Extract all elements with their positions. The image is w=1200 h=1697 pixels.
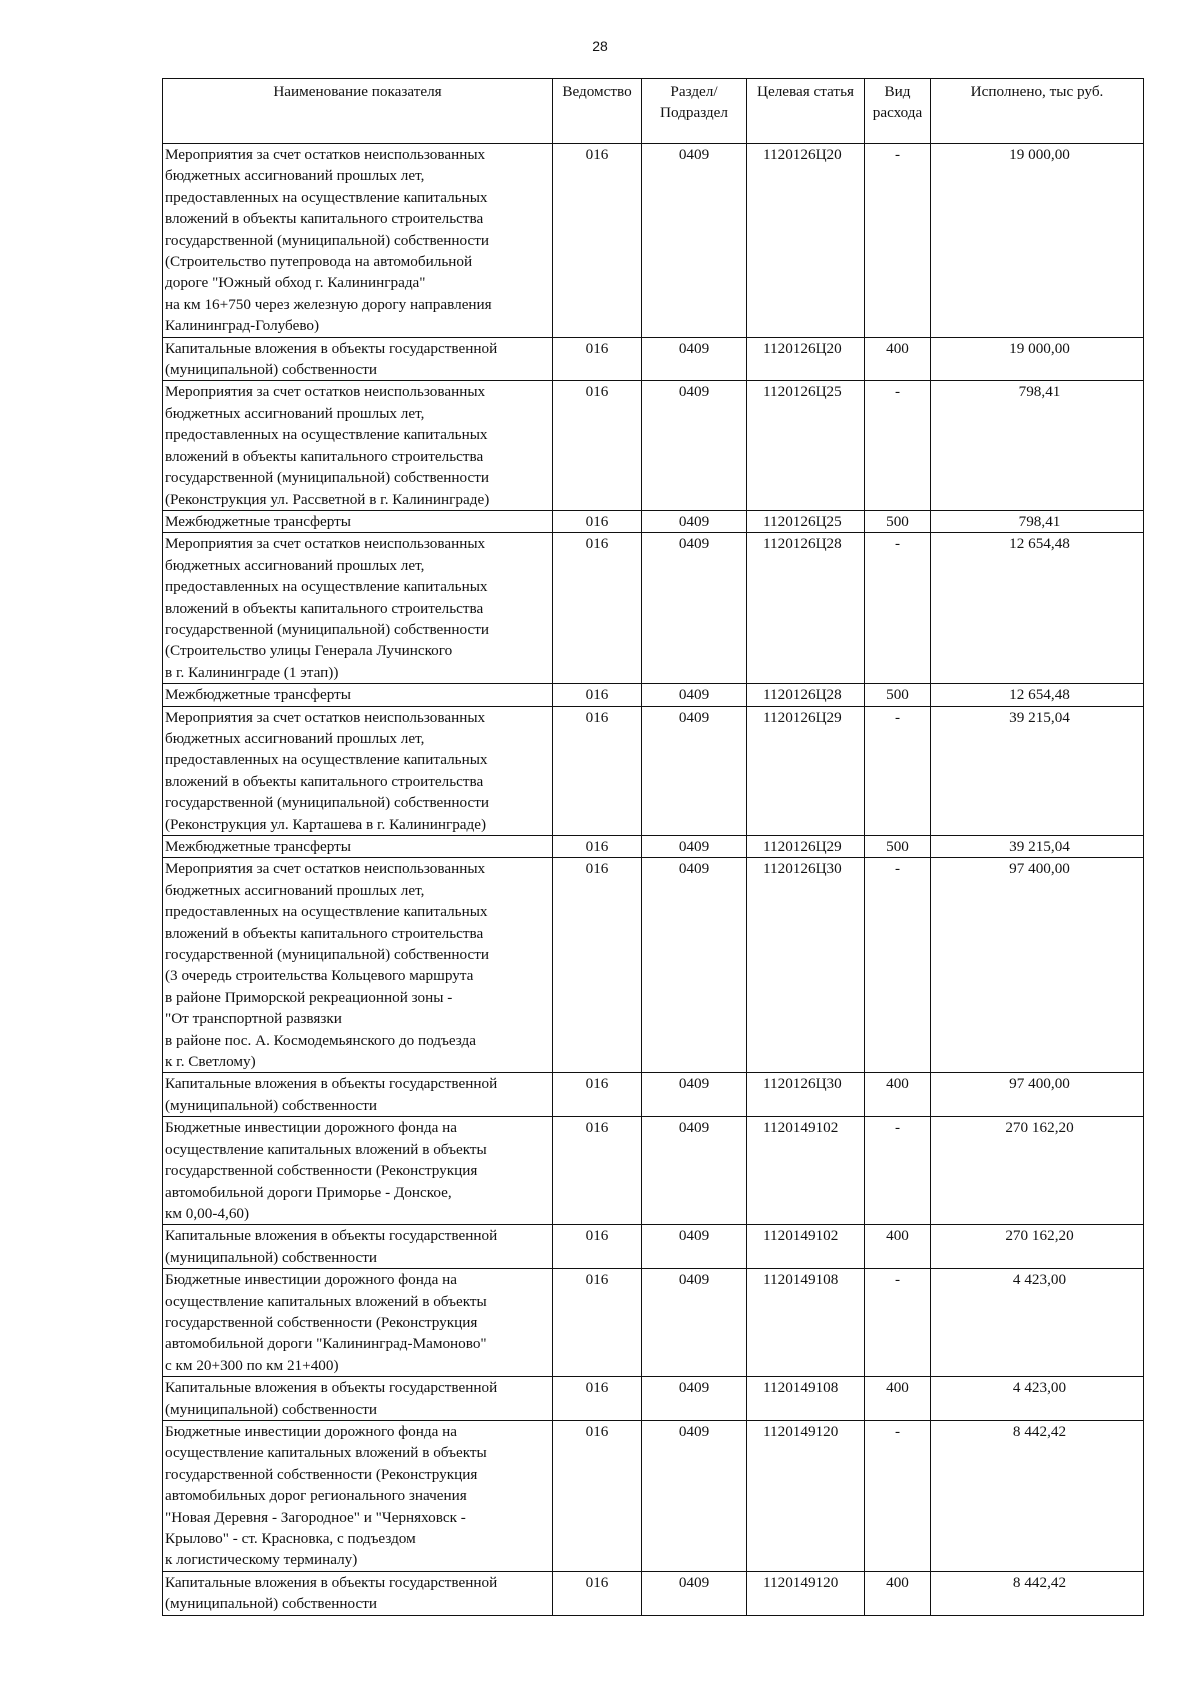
row-section-cell: [642, 706, 747, 835]
row-target-article-cell: [747, 533, 865, 684]
header-name: Наименование показателя: [163, 79, 553, 144]
row-department-text: 016: [585, 708, 609, 726]
row-department-text: 016: [585, 1573, 609, 1591]
row-department-cell: [553, 706, 642, 835]
row-expense-type-text: -: [894, 1422, 901, 1440]
row-target-article-cell: [747, 510, 865, 532]
row-executed-text: 270 162,20: [1005, 1119, 1074, 1137]
row-target-article-text: 1120126Ц29: [763, 708, 842, 726]
row-target-article-text: 1120126Ц25: [763, 383, 842, 401]
row-executed-text: 39 215,04: [1009, 838, 1070, 855]
table-row: [163, 858, 1144, 1073]
row-target-article-cell: [747, 836, 865, 858]
row-executed-text: 97 400,00: [1009, 1075, 1070, 1093]
row-section-cell: [642, 144, 747, 338]
row-department-cell: [553, 144, 642, 338]
row-name-cell: [163, 858, 553, 1073]
row-expense-type-text: -: [894, 383, 901, 401]
row-target-article-text: 1120149108: [763, 1271, 839, 1289]
row-expense-type-cell: [865, 381, 931, 510]
row-target-article-cell: [747, 684, 865, 706]
row-department-cell: [553, 684, 642, 706]
row-department-text: 016: [585, 838, 609, 855]
row-expense-type-text: -: [894, 146, 901, 163]
row-department-cell: [553, 510, 642, 532]
row-name-cell: [163, 1420, 553, 1571]
row-expense-type-text: -: [894, 1119, 901, 1137]
row-name-text: Мероприятия за счет остатков неиспользованных бюджетных ассигнований прошлых лет, предоставленных на осуществление капитальных вложений в объекты капитального строительства государственной (муниципальной) собственности (Реконструкция ул. Рассветной в г. Калининграде): [165, 383, 490, 508]
row-name-text: Капитальные вложения в объекты государственной (муниципальной) собственности: [165, 339, 498, 379]
row-name-cell: [163, 337, 553, 381]
row-expense-type-cell: [865, 684, 931, 706]
row-department-text: 016: [585, 860, 609, 878]
table-row: [163, 1269, 1144, 1377]
row-section-cell: [642, 510, 747, 532]
row-target-article-cell: [747, 1225, 865, 1269]
row-section-cell: [642, 836, 747, 858]
header-executed: Исполнено, тыс руб.: [931, 79, 1144, 144]
row-section-text: 0409: [678, 860, 710, 878]
row-expense-type-text: 400: [886, 1075, 909, 1093]
row-target-article-cell: [747, 858, 865, 1073]
row-executed-cell: [931, 1225, 1144, 1269]
row-expense-type-text: -: [894, 1271, 901, 1289]
row-section-text: 0409: [678, 146, 710, 163]
row-name-text: Мероприятия за счет остатков неиспользованных бюджетных ассигнований прошлых лет, предоставленных на осуществление капитальных вложений в объекты капитального строительства государственной (муниципальной) собственности (3 очередь строительства Кольцевого маршрута в районе Приморской рекреационной зоны - "От транспортной развязки в районе пос. А. Космодемьянского до подъезда к г. Светлому): [165, 860, 490, 1071]
row-name-text: Бюджетные инвестиции дорожного фонда на осуществление капитальных вложений в объекты государственной собственности (Реконструкция автомобильной дороги Приморье - Донское, км 0,00-4,60): [165, 1119, 487, 1222]
row-expense-type-text: 500: [886, 686, 909, 704]
row-section-text: 0409: [678, 1379, 710, 1397]
row-expense-type-cell: [865, 1377, 931, 1421]
row-section-cell: [642, 684, 747, 706]
row-executed-text: 798,41: [1018, 512, 1061, 530]
row-department-text: 016: [585, 1379, 609, 1397]
row-executed-text: 270 162,20: [1005, 1227, 1074, 1245]
row-executed-text: 39 215,04: [1009, 708, 1070, 726]
row-section-cell: [642, 533, 747, 684]
row-target-article-cell: [747, 1117, 865, 1225]
budget-table: [162, 78, 1144, 1616]
row-section-cell: [642, 381, 747, 510]
row-executed-cell: [931, 1073, 1144, 1117]
row-target-article-text: 1120149120: [763, 1422, 839, 1440]
row-executed-cell: [931, 836, 1144, 858]
table-row: [163, 1225, 1144, 1269]
row-section-text: 0409: [678, 1422, 710, 1440]
row-name-text: Капитальные вложения в объекты государственной (муниципальной) собственности: [165, 1573, 498, 1613]
row-name-text: Бюджетные инвестиции дорожного фонда на осуществление капитальных вложений в объекты государственной собственности (Реконструкция автомобильной дороги "Калининград-Мамоново" с км 20+300 по км 21+400): [165, 1271, 487, 1374]
row-expense-type-cell: [865, 1117, 931, 1225]
table-row: [163, 1117, 1144, 1225]
row-executed-text: 798,41: [1018, 383, 1061, 401]
row-department-cell: [553, 337, 642, 381]
row-section-text: 0409: [678, 535, 710, 553]
row-expense-type-text: -: [894, 708, 901, 726]
row-executed-cell: [931, 510, 1144, 532]
table-row: [163, 1571, 1144, 1615]
row-name-cell: [163, 684, 553, 706]
row-expense-type-text: -: [894, 535, 901, 553]
row-executed-cell: [931, 533, 1144, 684]
row-name-text: Межбюджетные трансферты: [165, 838, 351, 855]
row-target-article-text: 1120126Ц28: [763, 535, 842, 553]
row-expense-type-cell: [865, 533, 931, 684]
row-target-article-text: 1120126Ц29: [763, 838, 842, 855]
row-section-cell: [642, 1073, 747, 1117]
row-expense-type-cell: [865, 337, 931, 381]
row-department-cell: [553, 1073, 642, 1117]
row-target-article-text: 1120149102: [763, 1119, 839, 1137]
row-section-text: 0409: [678, 1119, 710, 1137]
row-section-cell: [642, 1377, 747, 1421]
row-expense-type-cell: [865, 706, 931, 835]
row-name-cell: [163, 510, 553, 532]
row-section-text: 0409: [678, 838, 710, 855]
row-name-cell: [163, 1377, 553, 1421]
row-expense-type-cell: [865, 858, 931, 1073]
table-row: [163, 706, 1144, 835]
table-row: [163, 1377, 1144, 1421]
row-expense-type-text: 400: [886, 1227, 909, 1245]
row-section-text: 0409: [678, 383, 710, 401]
row-executed-text: 19 000,00: [1009, 146, 1070, 163]
row-executed-cell: [931, 1377, 1144, 1421]
row-expense-type-cell: [865, 1571, 931, 1615]
row-name-text: Мероприятия за счет остатков неиспользованных бюджетных ассигнований прошлых лет, предоставленных на осуществление капитальных вложений в объекты капитального строительства государственной (муниципальной) собственности (Реконструкция ул. Карташева в г. Калининграде): [165, 708, 490, 833]
row-executed-cell: [931, 337, 1144, 381]
row-executed-text: 8 442,42: [1012, 1422, 1067, 1440]
row-section-cell: [642, 858, 747, 1073]
row-section-cell: [642, 1420, 747, 1571]
row-name-cell: [163, 706, 553, 835]
row-name-text: Капитальные вложения в объекты государственной (муниципальной) собственности: [165, 1227, 498, 1266]
row-department-text: 016: [585, 1075, 609, 1093]
table-row: [163, 144, 1144, 338]
row-executed-text: 12 654,48: [1009, 535, 1070, 553]
row-executed-text: 8 442,42: [1012, 1573, 1067, 1591]
header-section: Раздел/ Подраздел: [642, 79, 747, 144]
table-row: [163, 533, 1144, 684]
row-expense-type-cell: [865, 836, 931, 858]
row-executed-text: 4 423,00: [1012, 1271, 1067, 1289]
row-name-text: Мероприятия за счет остатков неиспользованных бюджетных ассигнований прошлых лет, предоставленных на осуществление капитальных вложений в объекты капитального строительства государственной (муниципальной) собственности (Строительство улицы Генерала Лучинского в г. Калининграде (1 этап)): [165, 535, 490, 681]
row-target-article-text: 1120149102: [763, 1227, 839, 1245]
row-name-text: Капитальные вложения в объекты государственной (муниципальной) собственности: [165, 1379, 498, 1418]
row-executed-cell: [931, 381, 1144, 510]
row-target-article-text: 1120126Ц20: [763, 146, 842, 163]
header-department: Ведомство: [553, 79, 642, 144]
row-executed-cell: [931, 1269, 1144, 1377]
table-header-row: [163, 79, 1144, 144]
row-target-article-cell: [747, 1377, 865, 1421]
row-expense-type-cell: [865, 1420, 931, 1571]
row-name-cell: [163, 1571, 553, 1615]
row-section-cell: [642, 1117, 747, 1225]
row-section-text: 0409: [678, 686, 710, 704]
row-department-text: 016: [585, 1422, 609, 1440]
row-name-text: Капитальные вложения в объекты государственной (муниципальной) собственности: [165, 1075, 498, 1114]
row-name-cell: [163, 836, 553, 858]
row-executed-cell: [931, 684, 1144, 706]
row-target-article-cell: [747, 381, 865, 510]
row-name-cell: [163, 1225, 553, 1269]
row-name-text: Бюджетные инвестиции дорожного фонда на осуществление капитальных вложений в объекты государственной собственности (Реконструкция автомобильных дорог регионального значения "Новая Деревня - Загородное" и "Черняховск - Крылово" - ст. Красновка, с подъездом к логистическому терминалу): [165, 1422, 487, 1569]
row-name-cell: [163, 1117, 553, 1225]
row-department-cell: [553, 1269, 642, 1377]
row-executed-cell: [931, 706, 1144, 835]
row-target-article-cell: [747, 1571, 865, 1615]
row-section-text: 0409: [678, 708, 710, 726]
table-row: [163, 684, 1144, 706]
row-expense-type-text: 400: [886, 339, 909, 357]
row-name-text: Межбюджетные трансферты: [165, 686, 351, 704]
row-section-cell: [642, 1225, 747, 1269]
row-expense-type-text: 500: [886, 838, 909, 855]
row-department-text: 016: [585, 512, 609, 530]
row-target-article-cell: [747, 1269, 865, 1377]
table-row: [163, 381, 1144, 510]
row-executed-text: 4 423,00: [1012, 1379, 1067, 1397]
row-executed-text: 12 654,48: [1009, 686, 1070, 704]
row-name-cell: [163, 144, 553, 338]
row-department-text: 016: [585, 1227, 609, 1245]
row-expense-type-cell: [865, 144, 931, 338]
row-executed-text: 97 400,00: [1009, 860, 1070, 878]
row-expense-type-cell: [865, 1225, 931, 1269]
row-name-text: Мероприятия за счет остатков неиспользованных бюджетных ассигнований прошлых лет, предоставленных на осуществление капитальных вложений в объекты капитального строительства государственной (муниципальной) собственности (Строительство путепровода на автомобильной дороге "Южный обход г. Калининграда" на км 16+750 через железную дорогу направления Калининград-Голубево): [165, 146, 492, 335]
header-target-article: Целевая статья: [747, 79, 865, 144]
row-expense-type-text: 500: [886, 512, 909, 530]
row-section-text: 0409: [678, 339, 710, 357]
row-executed-text: 19 000,00: [1009, 339, 1070, 357]
row-department-cell: [553, 1571, 642, 1615]
row-department-cell: [553, 533, 642, 684]
row-executed-cell: [931, 858, 1144, 1073]
row-department-text: 016: [585, 383, 609, 401]
row-executed-cell: [931, 1571, 1144, 1615]
row-target-article-cell: [747, 337, 865, 381]
row-department-cell: [553, 381, 642, 510]
row-section-text: 0409: [678, 1271, 710, 1289]
row-section-cell: [642, 1571, 747, 1615]
row-expense-type-text: 400: [886, 1573, 909, 1591]
row-name-cell: [163, 1073, 553, 1117]
table-row: [163, 1073, 1144, 1117]
row-section-text: 0409: [678, 1573, 710, 1591]
row-target-article-cell: [747, 144, 865, 338]
row-target-article-cell: [747, 1420, 865, 1571]
row-department-cell: [553, 858, 642, 1073]
row-name-cell: [163, 1269, 553, 1377]
row-executed-cell: [931, 144, 1144, 338]
row-expense-type-text: 400: [886, 1379, 909, 1397]
row-target-article-text: 1120126Ц20: [763, 339, 842, 357]
row-department-cell: [553, 1117, 642, 1225]
table-body: [163, 144, 1144, 1616]
row-target-article-text: 1120126Ц28: [763, 686, 842, 704]
row-section-text: 0409: [678, 512, 710, 530]
table-row: [163, 1420, 1144, 1571]
table-row: [163, 337, 1144, 381]
row-department-text: 016: [585, 146, 609, 163]
row-name-cell: [163, 381, 553, 510]
page-number: 28: [592, 38, 608, 54]
row-department-cell: [553, 1225, 642, 1269]
row-section-cell: [642, 1269, 747, 1377]
row-name-cell: [163, 533, 553, 684]
row-expense-type-cell: [865, 1269, 931, 1377]
header-expense-type: Вид расхода: [865, 79, 931, 144]
row-name-text: Межбюджетные трансферты: [165, 512, 351, 530]
row-expense-type-cell: [865, 510, 931, 532]
row-section-cell: [642, 337, 747, 381]
row-target-article-cell: [747, 706, 865, 835]
row-department-text: 016: [585, 1119, 609, 1137]
row-department-text: 016: [585, 1271, 609, 1289]
row-executed-cell: [931, 1420, 1144, 1571]
table-row: [163, 836, 1144, 858]
row-executed-cell: [931, 1117, 1144, 1225]
row-target-article-text: 1120126Ц30: [763, 1075, 842, 1093]
row-section-text: 0409: [678, 1075, 710, 1093]
row-department-text: 016: [585, 339, 609, 357]
row-section-text: 0409: [678, 1227, 710, 1245]
row-target-article-cell: [747, 1073, 865, 1117]
row-target-article-text: 1120149120: [763, 1573, 839, 1591]
row-department-cell: [553, 1420, 642, 1571]
row-target-article-text: 1120126Ц25: [763, 512, 842, 530]
row-department-cell: [553, 1377, 642, 1421]
row-target-article-text: 1120126Ц30: [763, 860, 842, 878]
row-expense-type-cell: [865, 1073, 931, 1117]
row-expense-type-text: -: [894, 860, 901, 878]
row-department-cell: [553, 836, 642, 858]
row-target-article-text: 1120149108: [763, 1379, 839, 1397]
table-row: [163, 510, 1144, 532]
row-department-text: 016: [585, 535, 609, 553]
row-department-text: 016: [585, 686, 609, 704]
